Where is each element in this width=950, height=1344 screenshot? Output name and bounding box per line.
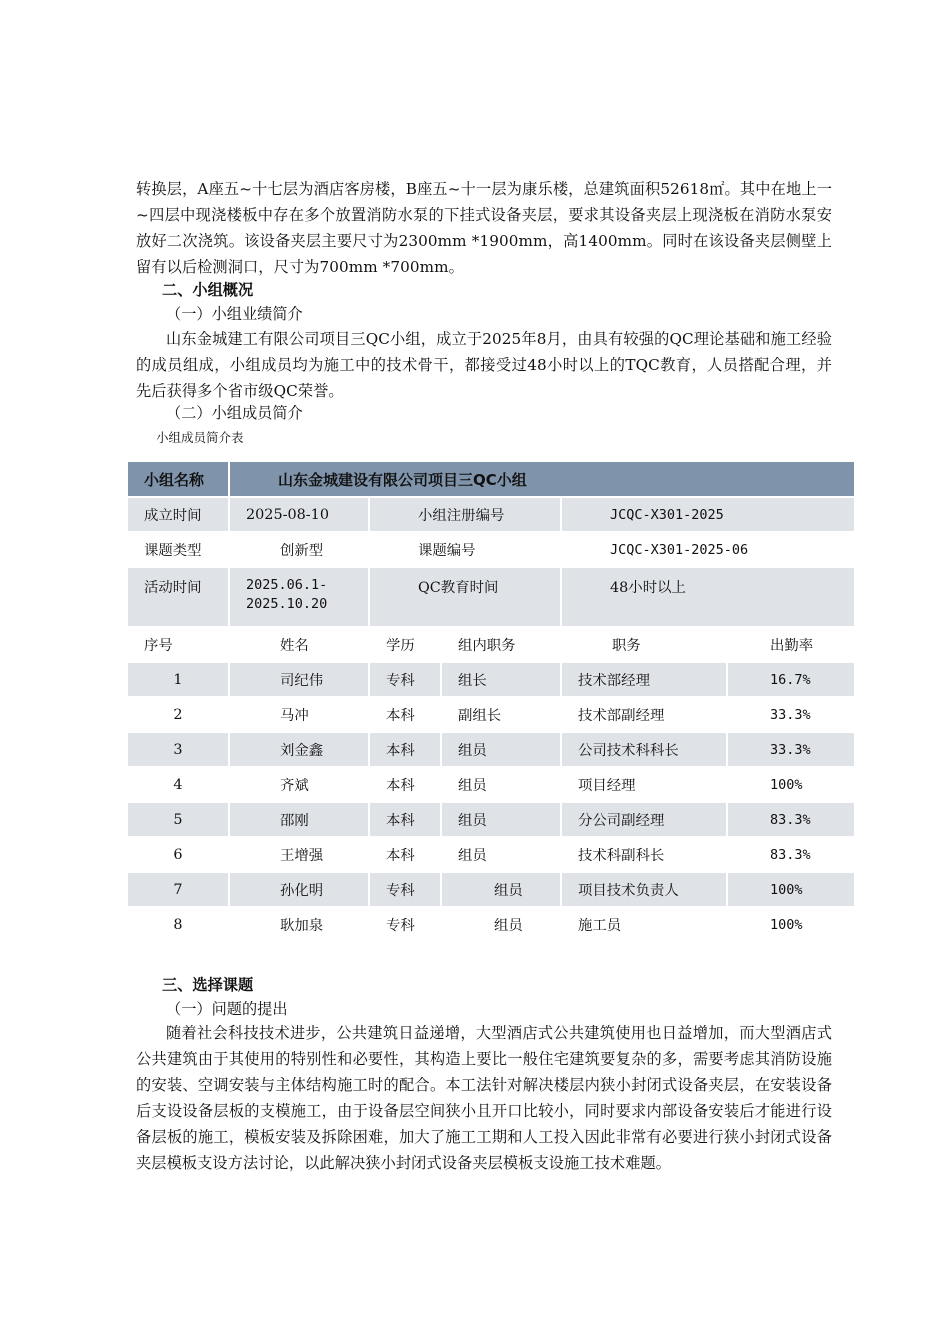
member-role: 组员 — [441, 767, 561, 802]
activity-end: 2025.10.20 — [246, 596, 328, 612]
member-rate: 33.3% — [727, 697, 855, 732]
member-role: 组长 — [441, 662, 561, 697]
member-no: 6 — [127, 837, 229, 872]
team-member-table — [126, 460, 856, 943]
member-edu: 本科 — [369, 802, 441, 837]
member-role: 副组长 — [441, 697, 561, 732]
edu-label: QC教育时间 — [369, 567, 561, 627]
member-row — [127, 697, 855, 732]
member-row — [127, 767, 855, 802]
member-edu: 本科 — [369, 837, 441, 872]
section-2-sub1-text: 山东金城建工有限公司项目三QC小组，成立于2025年8月，由具有较强的QC理论基础和施工经验的成员组成，小组成员均为施工中的技术骨干，都接受过48小时以上的TQC教育，人员搭配合理，并先后获得多个省市级QC荣誉。 — [136, 330, 832, 400]
member-row — [127, 907, 855, 942]
member-row — [127, 802, 855, 837]
member-job: 项目经理 — [561, 767, 727, 802]
member-rate: 16.7% — [727, 662, 855, 697]
member-edu: 专科 — [369, 872, 441, 907]
member-row — [127, 732, 855, 767]
col-header-rate: 出勤率 — [727, 627, 855, 662]
topic-type-label: 课题类型 — [127, 532, 229, 567]
member-role: 组员 — [441, 837, 561, 872]
member-rate: 100% — [727, 907, 855, 942]
member-rate: 100% — [727, 767, 855, 802]
member-rate: 83.3% — [727, 802, 855, 837]
activity-start: 2025.06.1- — [246, 577, 328, 593]
member-no: 3 — [127, 732, 229, 767]
member-name: 刘金鑫 — [229, 732, 369, 767]
member-no: 5 — [127, 802, 229, 837]
member-job: 施工员 — [561, 907, 727, 942]
member-no: 4 — [127, 767, 229, 802]
member-job: 公司技术科科长 — [561, 732, 727, 767]
member-edu: 专科 — [369, 907, 441, 942]
member-rate: 100% — [727, 872, 855, 907]
member-row — [127, 662, 855, 697]
member-edu: 本科 — [369, 697, 441, 732]
member-job: 技术科副科长 — [561, 837, 727, 872]
member-no: 2 — [127, 697, 229, 732]
topic-type-value: 创新型 — [229, 532, 369, 567]
member-header-row — [127, 627, 855, 662]
member-no: 7 — [127, 872, 229, 907]
founded-label: 成立时间 — [127, 497, 229, 532]
table-caption: 小组成员简介表 — [156, 430, 244, 445]
section-3-sub1-title: （一）问题的提出 — [166, 1000, 288, 1018]
col-header-no: 序号 — [127, 627, 229, 662]
section-3-title: 三、选择课题 — [162, 976, 254, 994]
member-job: 技术部副经理 — [561, 697, 727, 732]
section-2-sub2-title: （二）小组成员简介 — [166, 404, 303, 422]
team-name-label: 小组名称 — [127, 461, 229, 497]
member-job: 项目技术负责人 — [561, 872, 727, 907]
member-no: 1 — [127, 662, 229, 697]
edu-value: 48小时以上 — [561, 567, 855, 627]
member-row — [127, 837, 855, 872]
member-rate: 33.3% — [727, 732, 855, 767]
member-edu: 专科 — [369, 662, 441, 697]
topic-no-label: 课题编号 — [369, 532, 561, 567]
member-role: 组员 — [441, 732, 561, 767]
member-name: 司纪伟 — [229, 662, 369, 697]
col-header-edu: 学历 — [369, 627, 441, 662]
col-header-name: 姓名 — [229, 627, 369, 662]
founded-value: 2025-08-10 — [229, 497, 369, 532]
reg-value: JCQC-X301-2025 — [561, 497, 855, 532]
member-name: 马冲 — [229, 697, 369, 732]
member-role: 组员 — [441, 872, 561, 907]
topic-no-value: JCQC-X301-2025-06 — [561, 532, 855, 567]
member-name: 孙化明 — [229, 872, 369, 907]
member-role: 组员 — [441, 907, 561, 942]
section-2-sub1-title: （一）小组业绩简介 — [166, 305, 303, 323]
member-edu: 本科 — [369, 767, 441, 802]
member-name: 王增强 — [229, 837, 369, 872]
member-edu: 本科 — [369, 732, 441, 767]
col-header-role: 组内职务 — [441, 627, 561, 662]
member-rate: 83.3% — [727, 837, 855, 872]
member-name: 齐斌 — [229, 767, 369, 802]
member-name: 耿加泉 — [229, 907, 369, 942]
member-rows — [127, 662, 855, 942]
member-job: 分公司副经理 — [561, 802, 727, 837]
team-name-value: 山东金城建设有限公司项目三QC小组 — [229, 461, 855, 497]
member-row — [127, 872, 855, 907]
activity-label: 活动时间 — [127, 567, 229, 627]
section-3-text: 随着社会科技技术进步，公共建筑日益递增，大型酒店式公共建筑使用也日益增加，而大型酒店式公共建筑由于其使用的特别性和必要性，其构造上要比一般住宅建筑要复杂的多，需要考虑其消防设施的安装、空调安装与主体结构施工时的配合。本工法针对解决楼层内狭小封闭式设备夹层，在安装设备后支设设备层板的支模施工，由于设备层空间狭小且开口比较小，同时要求内部设备安装后才能进行设备层板的施工，模板安装及拆除困难，加大了施工工期和人工投入因此非常有必要进行狭小封闭式设备夹层模板支设方法讨论，以此解决狭小封闭式设备夹层模板支设施工技术难题。 — [136, 1024, 832, 1172]
member-role: 组员 — [441, 802, 561, 837]
intro-paragraph: 转换层，A座五~十七层为酒店客房楼，B座五~十一层为康乐楼，总建筑面积52618㎡。其中在地上一~四层中现浇楼板中存在多个放置消防水泵的下挂式设备夹层，要求其设备夹层上现浇板在消防水泵安放好二次浇筑。该设备夹层主要尺寸为2300mm *1900mm，高1400mm。同时在该设备夹层侧壁上留有以后检测洞口，尺寸为700mm *700mm。 — [136, 180, 832, 276]
col-header-job: 职务 — [561, 627, 727, 662]
member-job: 技术部经理 — [561, 662, 727, 697]
section-2-title: 二、小组概况 — [162, 281, 254, 299]
member-no: 8 — [127, 907, 229, 942]
member-name: 邵刚 — [229, 802, 369, 837]
activity-value — [229, 567, 369, 627]
reg-label: 小组注册编号 — [369, 497, 561, 532]
